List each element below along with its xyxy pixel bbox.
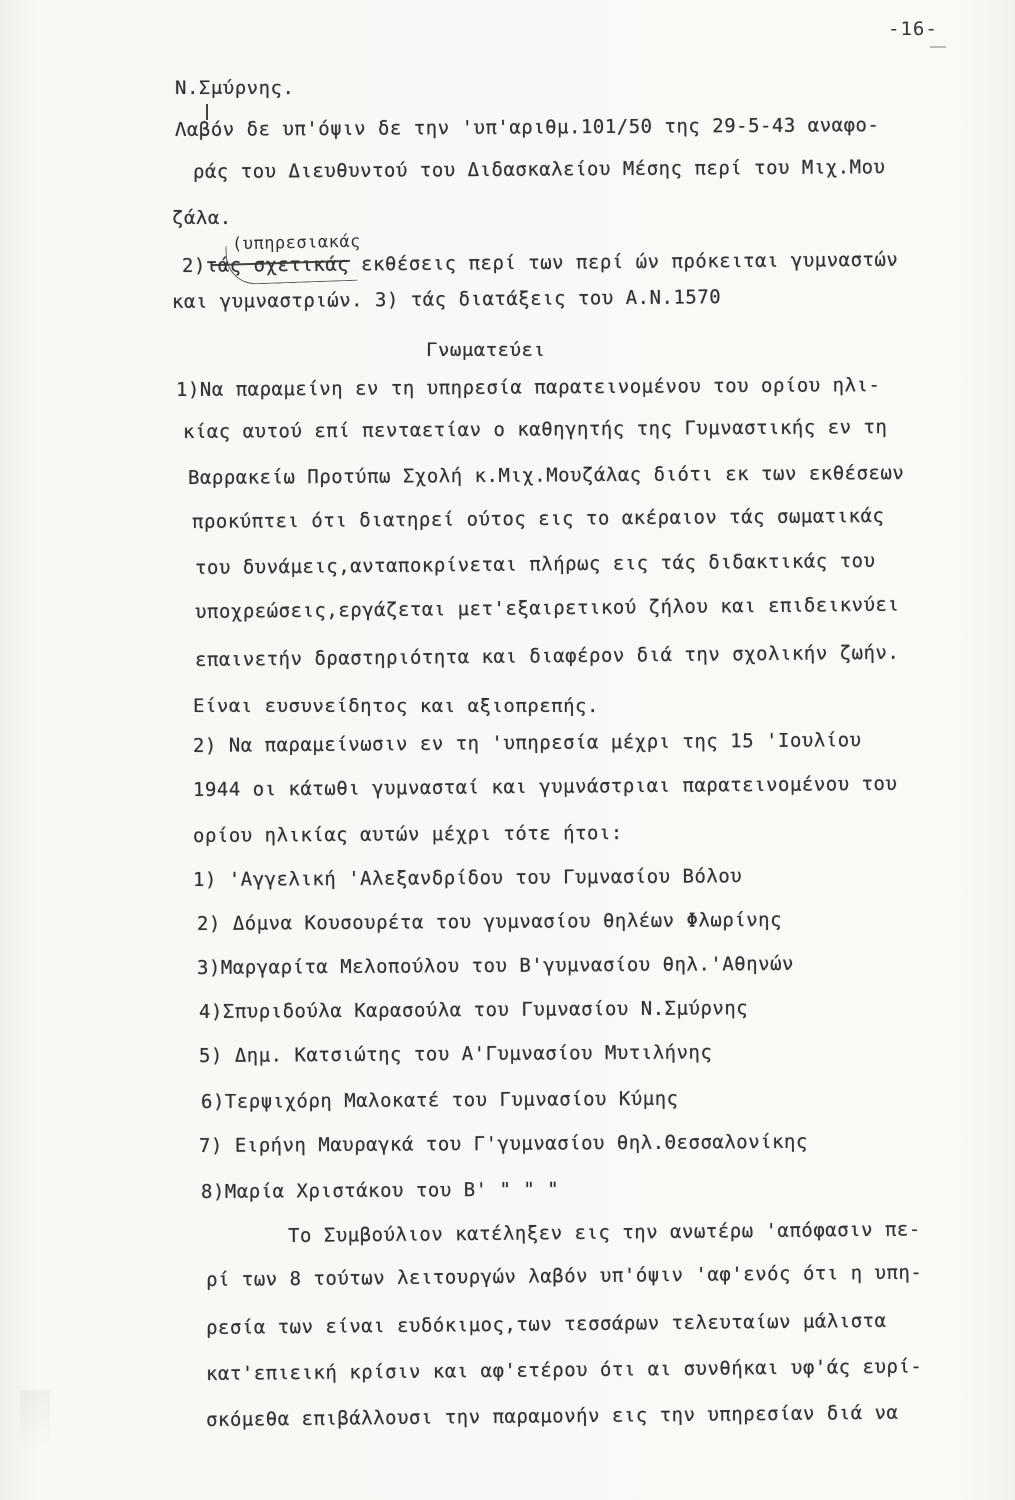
text-line: κίας αυτού επί πενταετίαν ο καθηγητής της Γυμναστικής εν τη [182,416,888,443]
list-item: 7) Ειρήνη Μαυραγκά του Γ'γυμνασίου θηλ.Θεσσαλονίκης [198,1130,808,1157]
text-line: ράς του Διευθυντού του Διδασκαλείου Μέσης περί του Μιχ.Μου [192,156,886,183]
text-line: 1944 οι κάτωθι γυμνασταί και γυμνάστριαι παρατεινομένου του [192,772,898,801]
text-line: κατ'επιεική κρίσιν και αφ'ετέρου ότι αι συνθήκαι υφ'άς ευρί- [205,1355,923,1385]
list-item: 1) 'Αγγελική 'Αλεξανδρίδου του Γυμνασίου Βόλου [192,865,743,891]
text-line: Βαρρακείω Προτύπω Σχολή κ.Μιχ.Μουζάλας διότι εκ των εκθέσεων [187,461,905,489]
text-line: 2) Να παραμείνωσιν εν τη 'υπηρεσία μέχρι της 15 'Ιουλίου [192,729,862,757]
list-item: 8)Μαρία Χριστάκου του Β' " " " [200,1178,560,1203]
list-item: 4)Σπυριδούλα Καρασούλα του Γυμνασίου Ν.Σμύρνης [198,997,749,1023]
text-line: ρί των 8 τούτων λειτουργών λαβόν υπ'όψιν 'αφ'ενός ότι η υπη- [205,1261,923,1291]
list-item: 5) Δημ. Κατσιώτης του Α'Γυμνασίου Μυτιλήνης [198,1041,713,1067]
text-line: υποχρεώσεις,εργάζεται μετ'εξαιρετικού ζήλου και επιδεικνύει [194,593,900,623]
list-item: 3)Μαργαρίτα Μελοπούλου του Β'γυμνασίου θηλ.'Αθηνών [196,952,795,979]
section-heading: Γνωματεύει [426,339,546,361]
text-line: και γυμναστριών. 3) τάς διατάξεις του Α.Ν.1570 [171,286,722,313]
text-line: του δυνάμεις,ανταποκρίνεται πλήρως εις τάς διδακτικάς του [194,549,876,579]
inserted-correction: (υπηρεσιακάς [231,231,362,255]
text-line: 2)τάς σχετικάς εκθέσεις περί των περί ών πρόκειται γυμναστών [181,248,899,277]
text-line: σκόμεθα επιβάλλουσι την παραμονήν εις την υπηρεσίαν διά να [205,1401,899,1431]
text-line: επαινετήν δραστηριότητα και διαφέρον διά την σχολικήν ζωήν. [194,641,900,671]
page-number: -16- [888,18,938,40]
text-line: Το Συμβούλιον κατέληξεν εις την ανωτέρω 'απόφασιν πε- [287,1218,921,1247]
text-line: ζάλα. [172,207,232,229]
list-item: 6)Τερψιχόρη Μαλοκατέ του Γυμνασίου Κύμης [200,1087,679,1113]
text-line: ορίου ηλικίας αυτών μέχρι τότε ήτοι: [192,821,623,847]
margin-smudge [20,1390,50,1450]
text-line: 1)Να παραμείνη εν τη υπηρεσία παρατεινομένου του ορίου ηλι- [175,374,881,401]
text-line: Είναι ευσυνείδητος και αξιοπρεπής. [193,695,599,717]
text-line: Λαβόν δε υπ'όψιν δε την 'υπ'αριθμ.101/50 της 29-5-43 αναφο- [174,114,880,141]
list-item: 2) Δόμνα Κουσουρέτα του γυμνασίου θηλέων Φλωρίνης [196,908,783,935]
text-line: προκύπτει ότι διατηρεί ούτος εις το ακέραιον τάς σωματικάς [191,504,885,533]
page-number-mark [930,46,946,48]
text-line: ρεσία των είναι ευδόκιμος,των τεσσάρων τελευταίων μάλιστα [205,1309,887,1339]
text-line: Ν.Σμύρνης. [175,77,295,99]
